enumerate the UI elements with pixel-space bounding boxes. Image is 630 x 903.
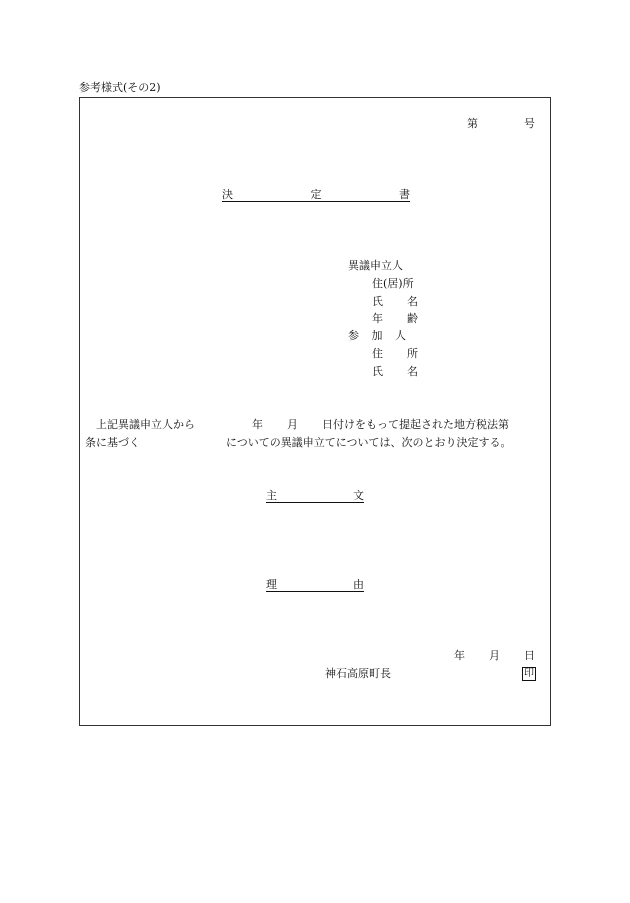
- body-line1-month: 月: [287, 418, 298, 431]
- date-month: 月: [489, 649, 500, 662]
- label-char: 住: [372, 347, 383, 360]
- heading-char: 主: [266, 489, 277, 502]
- heading-char: 由: [353, 578, 364, 591]
- applicant-age-label: [372, 313, 418, 324]
- heading-char: 文: [353, 489, 364, 502]
- body-line1-intro: 上記異議申立人から: [96, 418, 195, 431]
- applicant-address-label: 住(居)所: [372, 277, 414, 290]
- body-line2-rest: についての異議申立てについては、次のとおり決定する。: [226, 436, 512, 449]
- label-char: 齢: [407, 312, 418, 325]
- label-char: 名: [407, 365, 418, 378]
- participant-address-label: [372, 348, 418, 359]
- document-title: [222, 189, 410, 202]
- label-char: 氏: [372, 365, 383, 378]
- label-char: 加: [371, 329, 383, 342]
- seal-stamp: 印: [524, 668, 534, 679]
- body-line2-intro: 条に基づく: [85, 436, 140, 449]
- label-char: 参: [348, 329, 359, 342]
- applicant-name-label: [372, 296, 418, 307]
- label-char: 氏: [372, 295, 383, 308]
- label-char: 名: [407, 295, 418, 308]
- body-line1-rest: 日付けをもって提起された地方税法第: [322, 418, 509, 431]
- body-line1-year: 年: [252, 418, 263, 431]
- form-label: 参考様式(その2): [79, 81, 161, 94]
- reason-heading: [266, 579, 364, 592]
- applicant-label: 異議申立人: [348, 259, 403, 272]
- number-label-go: 号: [524, 117, 535, 130]
- participant-name-label: [372, 366, 418, 377]
- label-char: 人: [395, 329, 406, 342]
- heading-char: 理: [266, 578, 277, 591]
- title-char: 決: [222, 188, 233, 201]
- label-char: 所: [407, 347, 418, 360]
- title-char: 書: [399, 188, 410, 201]
- main-text-heading: [266, 490, 364, 503]
- number-label-dai: 第: [467, 117, 478, 130]
- title-char: 定: [310, 188, 322, 201]
- issuer-name: 神石高原町長: [325, 667, 391, 680]
- label-char: 年: [372, 312, 383, 325]
- date-year: 年: [454, 649, 465, 662]
- date-day: 日: [524, 649, 535, 662]
- participant-label: [348, 330, 406, 341]
